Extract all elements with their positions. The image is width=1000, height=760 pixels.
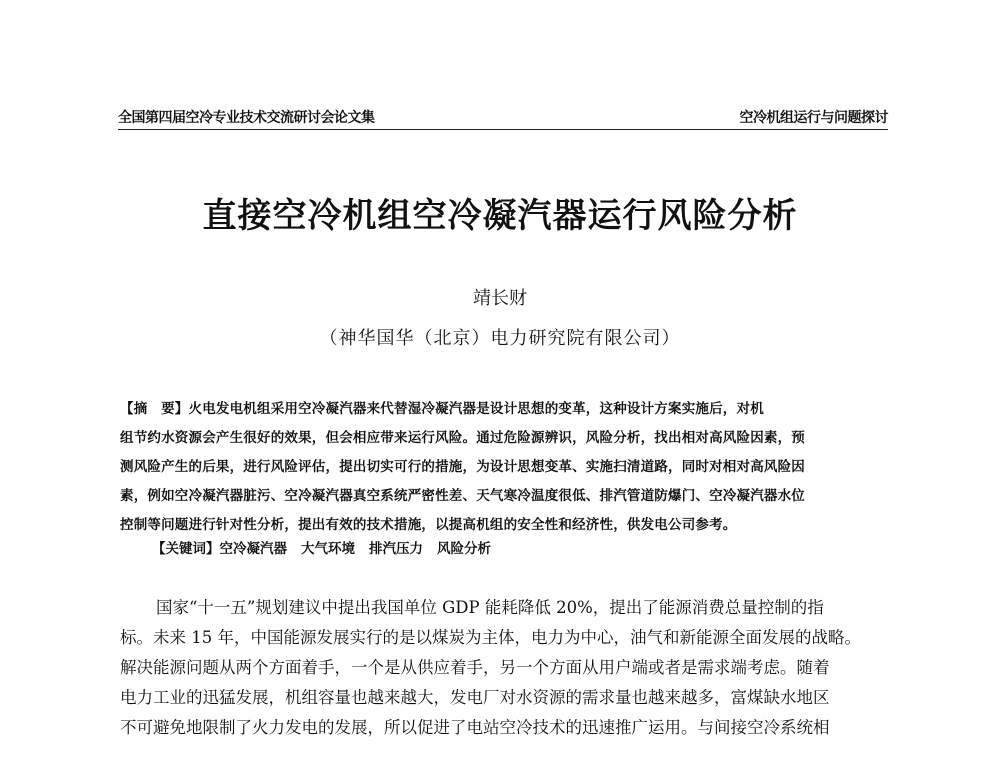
abstract-line: 组节约水资源会产生很好的效果，但会相应带来运行风险。通过危险源辨识，风险分析，找出相对高风险因素，预 bbox=[120, 430, 805, 446]
header-section-title: 空冷机组运行与问题探讨 bbox=[739, 110, 888, 126]
body-line: 国家“十一五”规划建议中提出我国单位 GDP 能耗降低 20%，提出了能源消费总量控制的指 bbox=[156, 598, 824, 617]
body-line: 不可避免地限制了火力发电的发展，所以促进了电站空冷技术的迅速推广运用。与间接空冷系统相 bbox=[120, 718, 830, 737]
abstract bbox=[120, 395, 884, 540]
keyword: 空冷凝汽器 bbox=[219, 541, 287, 557]
running-header bbox=[118, 107, 888, 130]
body-line: 解决能源问题从两个方面着手，一个是从供应着手，另一个方面从用户端或者是需求端考虑。随着 bbox=[120, 658, 830, 677]
abstract-line: 素，例如空冷凝汽器脏污、空冷凝汽器真空系统严密性差、天气寒冷温度很低、排汽管道防爆门、空冷凝汽器水位 bbox=[120, 488, 805, 504]
keywords-label: 【关键词】 bbox=[152, 541, 220, 557]
abstract-label: 【摘 要】 bbox=[120, 401, 189, 417]
abstract-line bbox=[120, 395, 884, 424]
body-line: 电力工业的迅猛发展，机组容量也越来越大，发电厂对水资源的需求量也越来越多，富煤缺水地区 bbox=[120, 688, 830, 707]
author-affiliation: （神华国华（北京）电力研究院有限公司） bbox=[319, 328, 681, 349]
keywords bbox=[152, 535, 884, 563]
abstract-line-text: 火电发电机组采用空冷凝汽器来代替湿冷凝汽器是设计思想的变革，这种设计方案实施后，对机 bbox=[188, 401, 764, 417]
author-name: 靖长财 bbox=[473, 288, 527, 309]
paper-title: 直接空冷机组空冷凝汽器运行风险分析 bbox=[202, 196, 798, 236]
header-proceedings-title: 全国第四届空冷专业技术交流研讨会论文集 bbox=[118, 110, 375, 126]
body-paragraph bbox=[120, 593, 886, 743]
keyword: 排汽压力 bbox=[369, 541, 423, 557]
abstract-line: 测风险产生的后果，进行风险评估，提出切实可行的措施，为设计思想变革、实施扫清道路，同时对相对高风险因 bbox=[120, 459, 805, 475]
keyword: 大气环境 bbox=[301, 541, 355, 557]
abstract-line: 控制等问题进行针对性分析，提出有效的技术措施，以提高机组的安全性和经济性，供发电公司参考。 bbox=[120, 517, 737, 533]
keyword: 风险分析 bbox=[437, 541, 491, 557]
body-line: 标。未来 15 年，中国能源发展实行的是以煤炭为主体，电力为中心，油气和新能源全面发展的战略。 bbox=[120, 628, 861, 647]
